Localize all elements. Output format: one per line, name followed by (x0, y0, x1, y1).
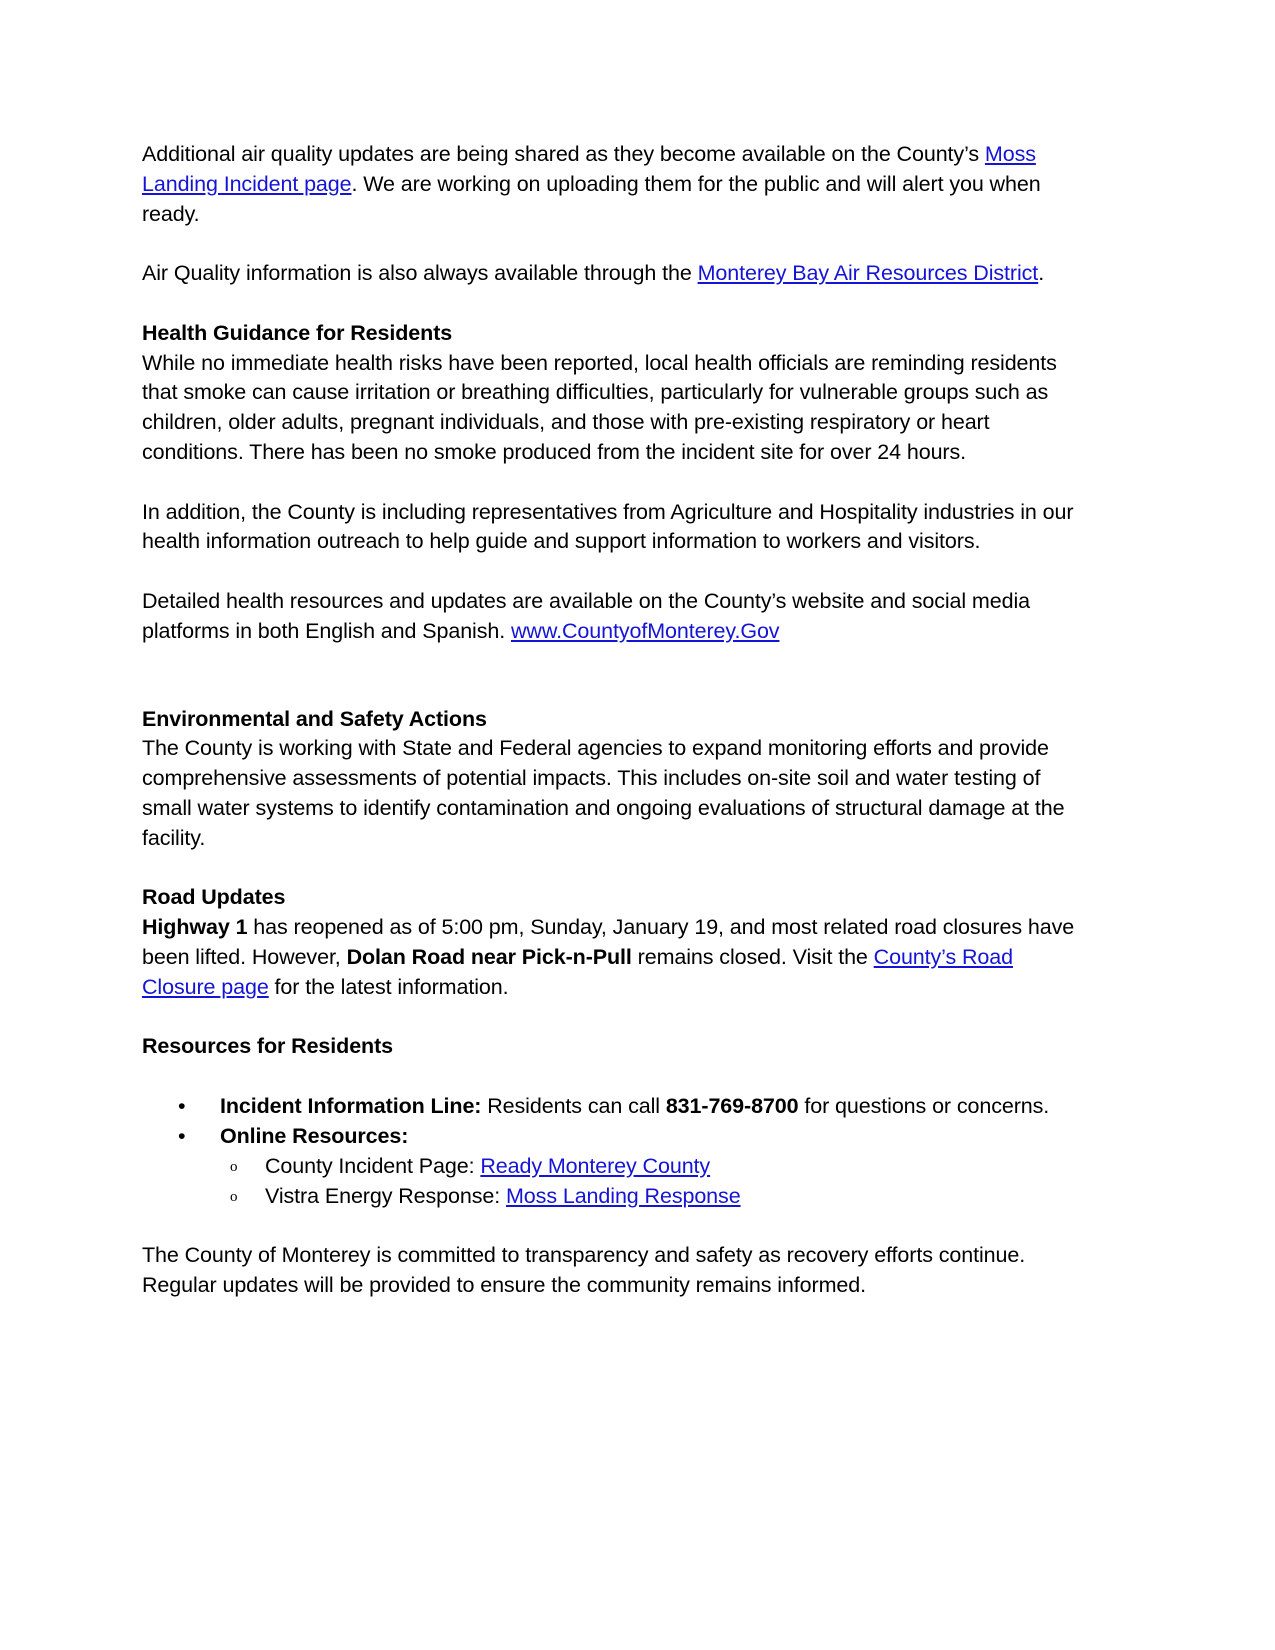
sub-item-text: Vistra Energy Response: (265, 1183, 506, 1208)
paragraph-road-updates-body (142, 913, 1080, 1002)
paragraph-air-quality-updates (142, 140, 1080, 229)
resources-bullet-list (142, 1092, 1080, 1211)
incident-information-line-label: Incident Information Line: (220, 1094, 482, 1119)
paragraph-health-resources (142, 587, 1080, 647)
document-body (142, 140, 1080, 1301)
list-item (220, 1152, 1080, 1182)
list-item-text: for questions or concerns. (798, 1094, 1050, 1119)
paragraph-text: Additional air quality updates are being shared as they become available on the County’s (142, 142, 985, 166)
link-ready-monterey-county[interactable]: Ready Monterey County (480, 1153, 711, 1178)
link-moss-landing-incident-page[interactable]: Moss Landing Incident page (142, 142, 1036, 196)
paragraph-closing: The County of Monterey is committed to transparency and safety as recovery efforts continue. Regular updates will be provided to ensure the community remains informed. (142, 1243, 1026, 1298)
link-county-of-monterey-website[interactable]: www.CountyofMonterey.Gov (511, 618, 780, 643)
sub-item-text: County Incident Page: (265, 1153, 481, 1178)
paragraph-health-addition: In addition, the County is including representatives from Agriculture and Hospitality industries in our health information outreach to help guide and support information to workers and visitors. (142, 499, 1074, 554)
list-spacer (142, 1062, 1080, 1092)
heading-environmental-safety-actions: Environmental and Safety Actions (142, 706, 487, 731)
bullet-icon: • (178, 1123, 186, 1148)
paragraph-text: Air Quality information is also always available through the (142, 261, 698, 286)
list-item (142, 1092, 1080, 1122)
online-resources-label: Online Resources: (220, 1123, 409, 1148)
sub-bullet-icon: o (230, 1158, 238, 1175)
section-spacer (142, 647, 1080, 705)
incident-phone-number: 831-769-8700 (665, 1094, 799, 1119)
paragraph-text: remains closed. Visit the (631, 944, 874, 969)
paragraph-environmental-body: The County is working with State and Federal agencies to expand monitoring efforts and provide comprehensive assessments of potential impacts. This includes on-site soil and water testing of small water systems to identify contamination and ongoing evaluations of structural damage at the facility. (142, 736, 1065, 850)
heading-resources-for-residents: Resources for Residents (142, 1034, 394, 1059)
paragraph-text: Detailed health resources and updates are available on the County’s website and social media platforms in both English and Spanish. (142, 588, 1030, 643)
bullet-icon: • (178, 1094, 186, 1119)
list-item (142, 1122, 1080, 1211)
list-item (220, 1182, 1080, 1212)
paragraph-health-guidance-body: While no immediate health risks have been reported, local health officials are reminding residents that smoke can cause irritation or breathing difficulties, particularly for vulnerable groups such as children, older adults, pregnant individuals, and those with pre-existing respiratory or heart conditions. There has been no smoke produced from the incident site for over 24 hours. (142, 350, 1057, 464)
paragraph-text: . (1038, 261, 1045, 286)
heading-road-updates: Road Updates (142, 885, 286, 910)
link-county-road-closure-page[interactable]: County’s Road Closure page (142, 944, 1013, 999)
link-monterey-bay-air-resources-district[interactable]: Monterey Bay Air Resources District (697, 261, 1039, 286)
highway-label: Highway 1 (142, 915, 248, 940)
online-resources-sublist (220, 1152, 1080, 1212)
heading-health-guidance: Health Guidance for Residents (142, 320, 453, 345)
link-moss-landing-response[interactable]: Moss Landing Response (506, 1183, 741, 1208)
list-item-text: Residents can call (481, 1094, 666, 1119)
paragraph-text: has reopened as of 5:00 pm, Sunday, January 19, and most related road closures have been lifted. However, (142, 915, 1075, 969)
paragraph-air-quality-info (142, 259, 1080, 289)
paragraph-text: . We are working on uploading them for the public and will alert you when ready. (142, 171, 1041, 226)
sub-bullet-icon: o (230, 1188, 238, 1205)
dolan-road-label: Dolan Road near Pick-n-Pull (346, 944, 632, 969)
paragraph-text: for the latest information. (268, 974, 509, 999)
closing-spacer (142, 1211, 1080, 1241)
